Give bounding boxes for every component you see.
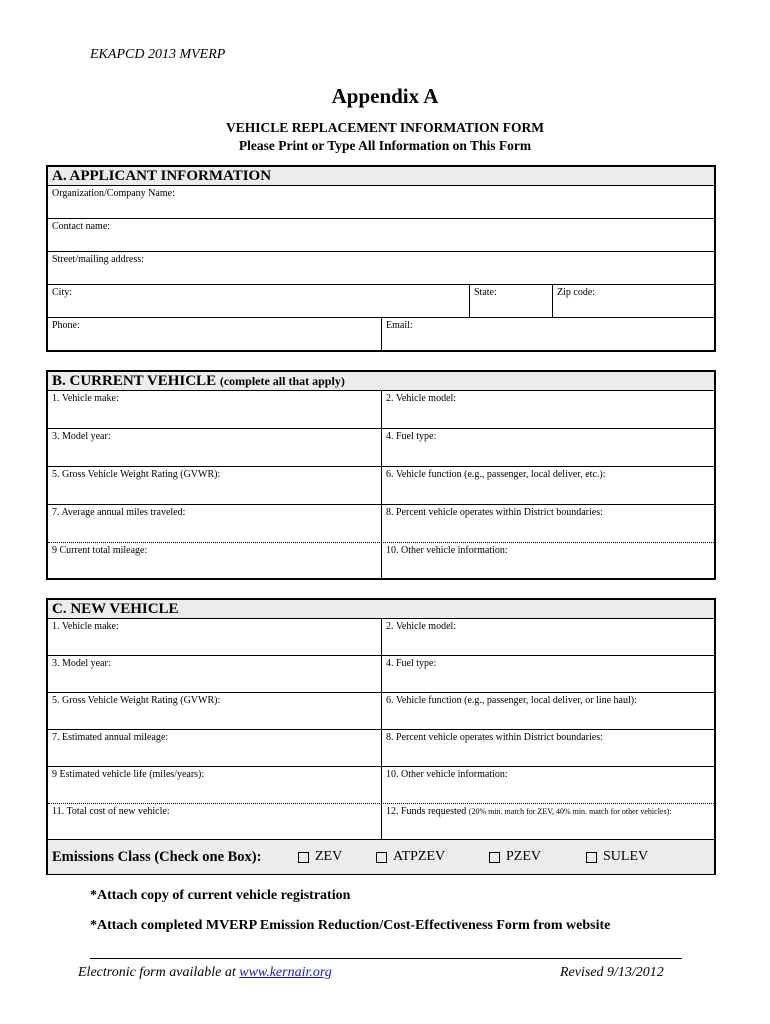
current-fuel-type-field[interactable]: 4. Fuel type: (381, 429, 714, 466)
checkbox-icon (489, 852, 500, 863)
emissions-class-label: Emissions Class (Check one Box): (52, 848, 262, 865)
table-row (48, 692, 714, 729)
footer-prefix: Electronic form available at (78, 965, 240, 980)
new-district-percent-field[interactable]: 8. Percent vehicle operates within District boundaries: (381, 730, 714, 766)
section-applicant-information (46, 165, 716, 352)
current-annual-miles-field[interactable]: 7. Average annual miles traveled: (52, 507, 186, 518)
table-row (48, 542, 714, 579)
new-vehicle-function-field[interactable]: 6. Vehicle function (e.g., passenger, local deliver, or line haul): (381, 693, 714, 729)
zev-checkbox[interactable] (298, 849, 376, 865)
program-id: EKAPCD 2013 MVERP (90, 47, 226, 62)
contact-name-field[interactable]: Contact name: (52, 221, 111, 232)
table-row (48, 766, 714, 803)
checkbox-icon (586, 852, 597, 863)
current-other-info-field[interactable]: 10. Other vehicle information: (381, 543, 714, 579)
zip-field[interactable]: Zip code: (552, 285, 714, 317)
current-model-year-field[interactable]: 3. Model year: (52, 431, 111, 442)
checkbox-icon (376, 852, 387, 863)
attachment-note-registration: *Attach copy of current vehicle registration (90, 888, 351, 903)
sulev-label: SULEV (603, 849, 649, 864)
street-address-field[interactable]: Street/mailing address: (52, 254, 144, 265)
table-row (48, 466, 714, 504)
footer-divider (90, 958, 682, 959)
section-new-vehicle (46, 598, 716, 875)
current-district-percent-field[interactable]: 8. Percent vehicle operates within District boundaries: (381, 505, 714, 542)
new-vehicle-life-field[interactable]: 9 Estimated vehicle life (miles/years): (52, 769, 205, 780)
new-vehicle-make-field[interactable]: 1. Vehicle make: (52, 621, 119, 632)
table-row (48, 504, 714, 542)
pzev-label: PZEV (506, 849, 541, 864)
current-vehicle-make-field[interactable]: 1. Vehicle make: (52, 393, 119, 404)
contact-row (48, 218, 714, 251)
city-field[interactable]: City: (52, 287, 73, 298)
new-fuel-type-field[interactable]: 4. Fuel type: (381, 656, 714, 692)
section-b-heading (48, 372, 714, 391)
current-vehicle-function-field[interactable]: 6. Vehicle function (e.g., passenger, local deliver, etc.): (381, 467, 714, 504)
new-gvwr-field[interactable]: 5. Gross Vehicle Weight Rating (GVWR): (52, 695, 221, 706)
form-instruction: Please Print or Type All Information on This Form (238, 138, 532, 153)
website-link[interactable]: www.kernair.org (239, 965, 332, 980)
current-gvwr-field[interactable]: 5. Gross Vehicle Weight Rating (GVWR): (52, 469, 221, 480)
table-row (48, 803, 714, 839)
new-annual-mileage-field[interactable]: 7. Estimated annual mileage: (52, 732, 169, 743)
new-vehicle-model-field[interactable]: 2. Vehicle model: (381, 619, 714, 655)
pzev-checkbox[interactable] (489, 849, 586, 865)
section-c-heading: C. NEW VEHICLE (48, 600, 714, 619)
atpzev-checkbox[interactable] (376, 849, 489, 865)
atpzev-label: ATPZEV (393, 849, 446, 864)
emissions-class-row (48, 839, 714, 874)
section-b-note: (complete all that apply) (219, 374, 345, 388)
checkbox-icon (298, 852, 309, 863)
table-row (48, 619, 714, 655)
section-current-vehicle (46, 370, 716, 580)
table-row (48, 428, 714, 466)
page-title: Appendix A (331, 84, 439, 108)
new-model-year-field[interactable]: 3. Model year: (52, 658, 111, 669)
section-b-title: B. CURRENT VEHICLE (52, 373, 217, 389)
phone-row (48, 317, 714, 351)
table-row (48, 391, 714, 428)
table-row (48, 655, 714, 692)
attachment-note-form: *Attach completed MVERP Emission Reduction/Cost-Effectiveness Form from website (90, 918, 611, 933)
footer-electronic-form (78, 965, 332, 981)
org-name-field[interactable]: Organization/Company Name: (52, 188, 175, 199)
table-row (48, 729, 714, 766)
zev-label: ZEV (315, 849, 343, 864)
street-row (48, 251, 714, 284)
funds-requested-field[interactable] (381, 804, 714, 839)
new-other-info-field[interactable]: 10. Other vehicle information: (381, 767, 714, 803)
email-field[interactable]: Email: (381, 318, 714, 351)
funds-requested-label: 12. Funds requested (386, 806, 467, 817)
funds-requested-note: (20% min. match for ZEV, 40% min. match for other vehicles): (468, 807, 672, 816)
phone-field[interactable]: Phone: (52, 320, 80, 331)
section-a-heading: A. APPLICANT INFORMATION (48, 167, 714, 186)
form-title: VEHICLE REPLACEMENT INFORMATION FORM (226, 120, 544, 135)
new-total-cost-field[interactable]: 11. Total cost of new vehicle: (52, 806, 170, 817)
city-row (48, 284, 714, 317)
sulev-checkbox[interactable] (586, 849, 648, 865)
footer-revised-date: Revised 9/13/2012 (560, 965, 664, 980)
current-vehicle-model-field[interactable]: 2. Vehicle model: (381, 391, 714, 428)
org-row (48, 186, 714, 218)
state-field[interactable]: State: (469, 285, 552, 317)
current-total-mileage-field[interactable]: 9 Current total mileage: (52, 545, 148, 556)
